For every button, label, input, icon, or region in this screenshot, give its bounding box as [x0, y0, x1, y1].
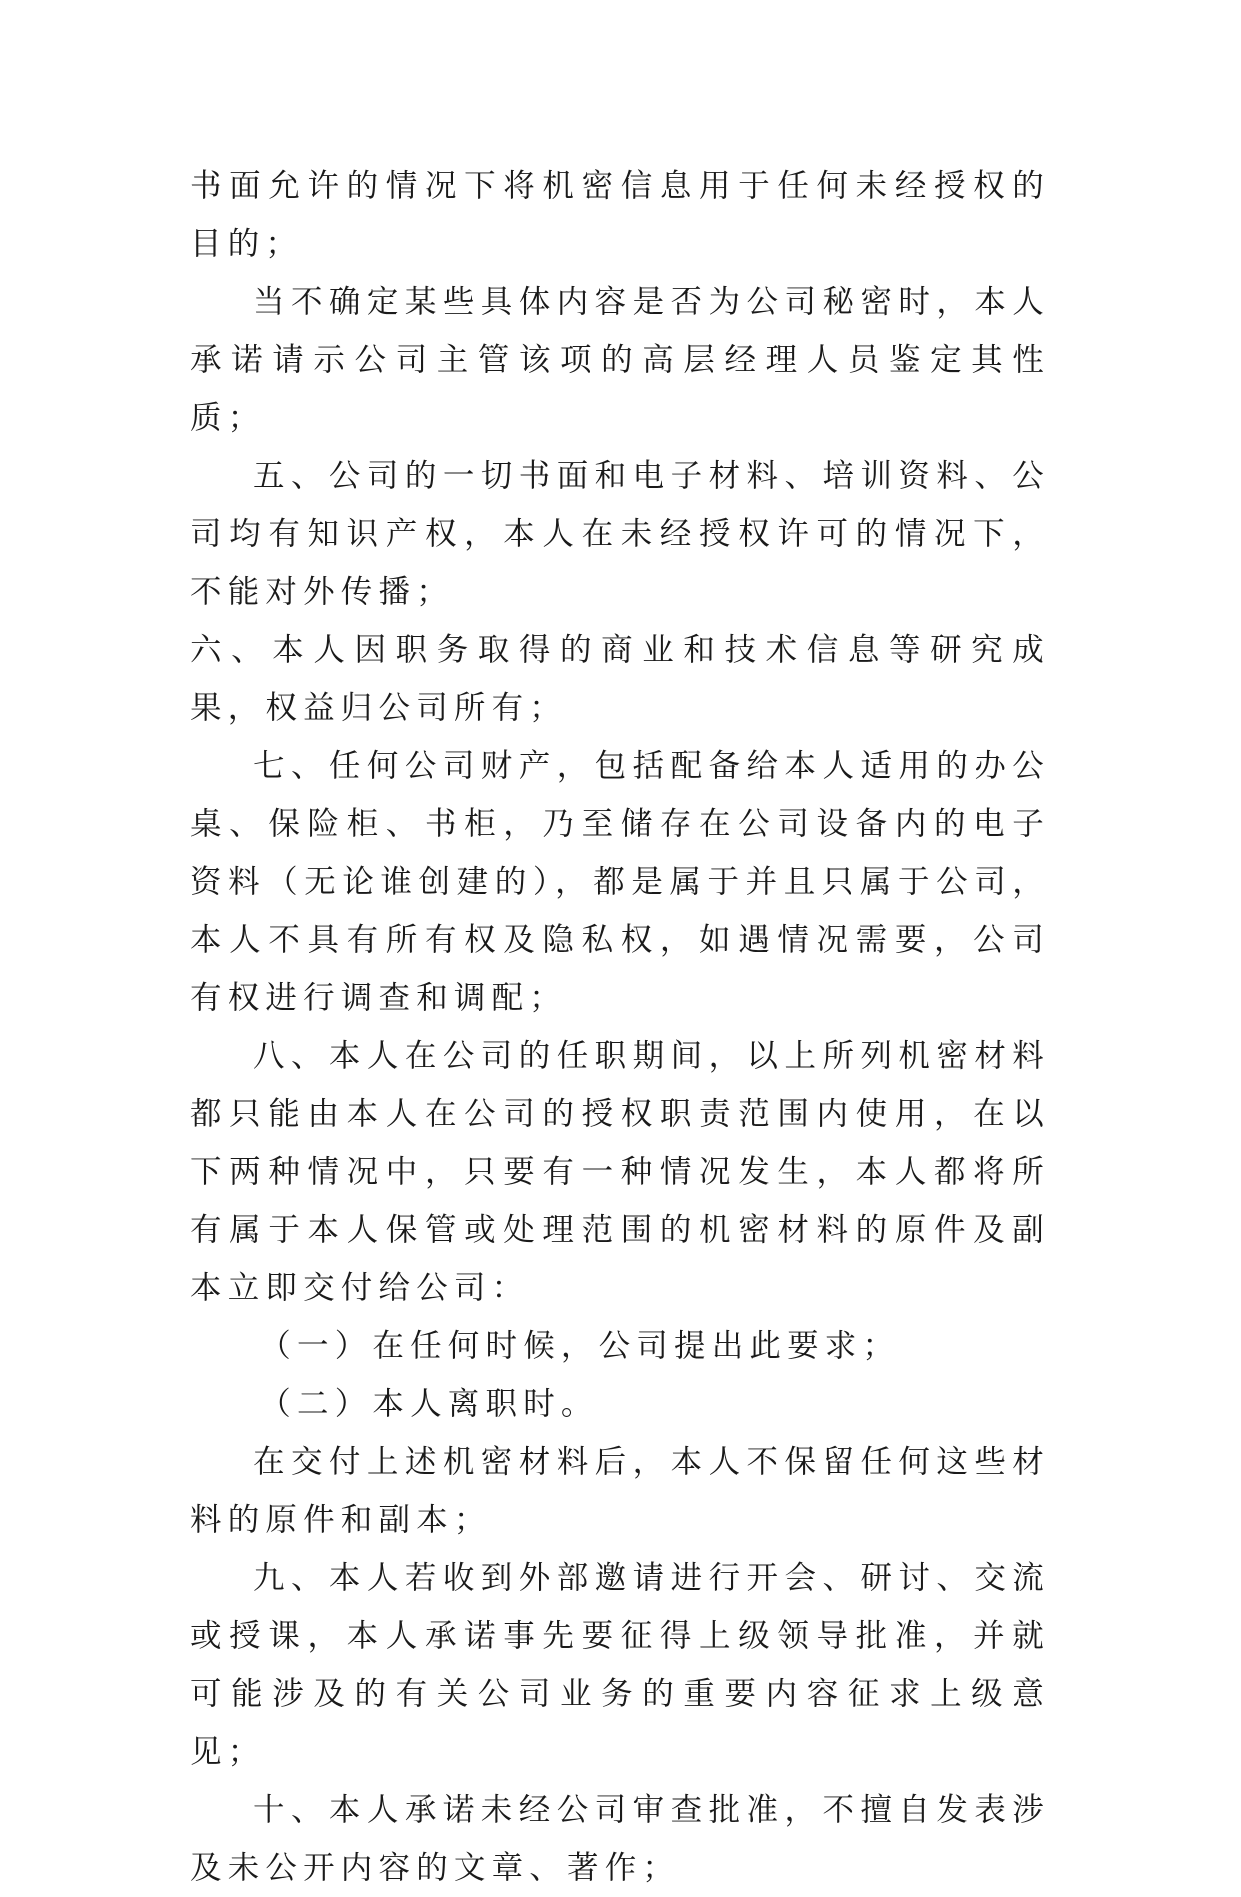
- paragraph-item-7: 七、任何公司财产，包括配备给本人适用的办公桌、保险柜、书柜，乃至储存在公司设备内的电子资料（无论谁创建的），都是属于并且只属于公司，本人不具有所有权及隐私权，如遇情况需要，公司有权进行调查和调配；: [190, 748, 1050, 1016]
- paragraph-uncertain-secret: 当不确定某些具体内容是否为公司秘密时，本人承诺请示公司主管该项的高层经理人员鉴定其性质；: [190, 284, 1050, 436]
- paragraph-continuation: 书面允许的情况下将机密信息用于任何未经授权的目的；: [190, 168, 1050, 262]
- document-body: [190, 157, 1050, 1897]
- paragraph-item-8: 八、本人在公司的任职期间，以上所列机密材料都只能由本人在公司的授权职责范围内使用，在以下两种情况中，只要有一种情况发生，本人都将所有属于本人保管或处理范围的机密材料的原件及副本立即交付给公司：: [190, 1038, 1050, 1306]
- paragraph-item-6: 六、本人因职务取得的商业和技术信息等研究成果，权益归公司所有；: [190, 632, 1050, 726]
- paragraph-sub-item-2: （二）本人离职时。: [259, 1386, 599, 1422]
- paragraph-item-9: 九、本人若收到外部邀请进行开会、研讨、交流或授课，本人承诺事先要征得上级领导批准，并就可能涉及的有关公司业务的重要内容征求上级意见；: [190, 1560, 1050, 1770]
- paragraph-after-delivery: 在交付上述机密材料后，本人不保留任何这些材料的原件和副本；: [190, 1444, 1050, 1538]
- paragraph-sub-item-1: （一）在任何时候，公司提出此要求；: [259, 1328, 901, 1364]
- paragraph-item-10: 十、本人承诺未经公司审查批准，不擅自发表涉及未公开内容的文章、著作；: [190, 1792, 1050, 1886]
- paragraph-item-5: 五、公司的一切书面和电子材料、培训资料、公司均有知识产权，本人在未经授权许可的情况下，不能对外传播；: [190, 458, 1050, 610]
